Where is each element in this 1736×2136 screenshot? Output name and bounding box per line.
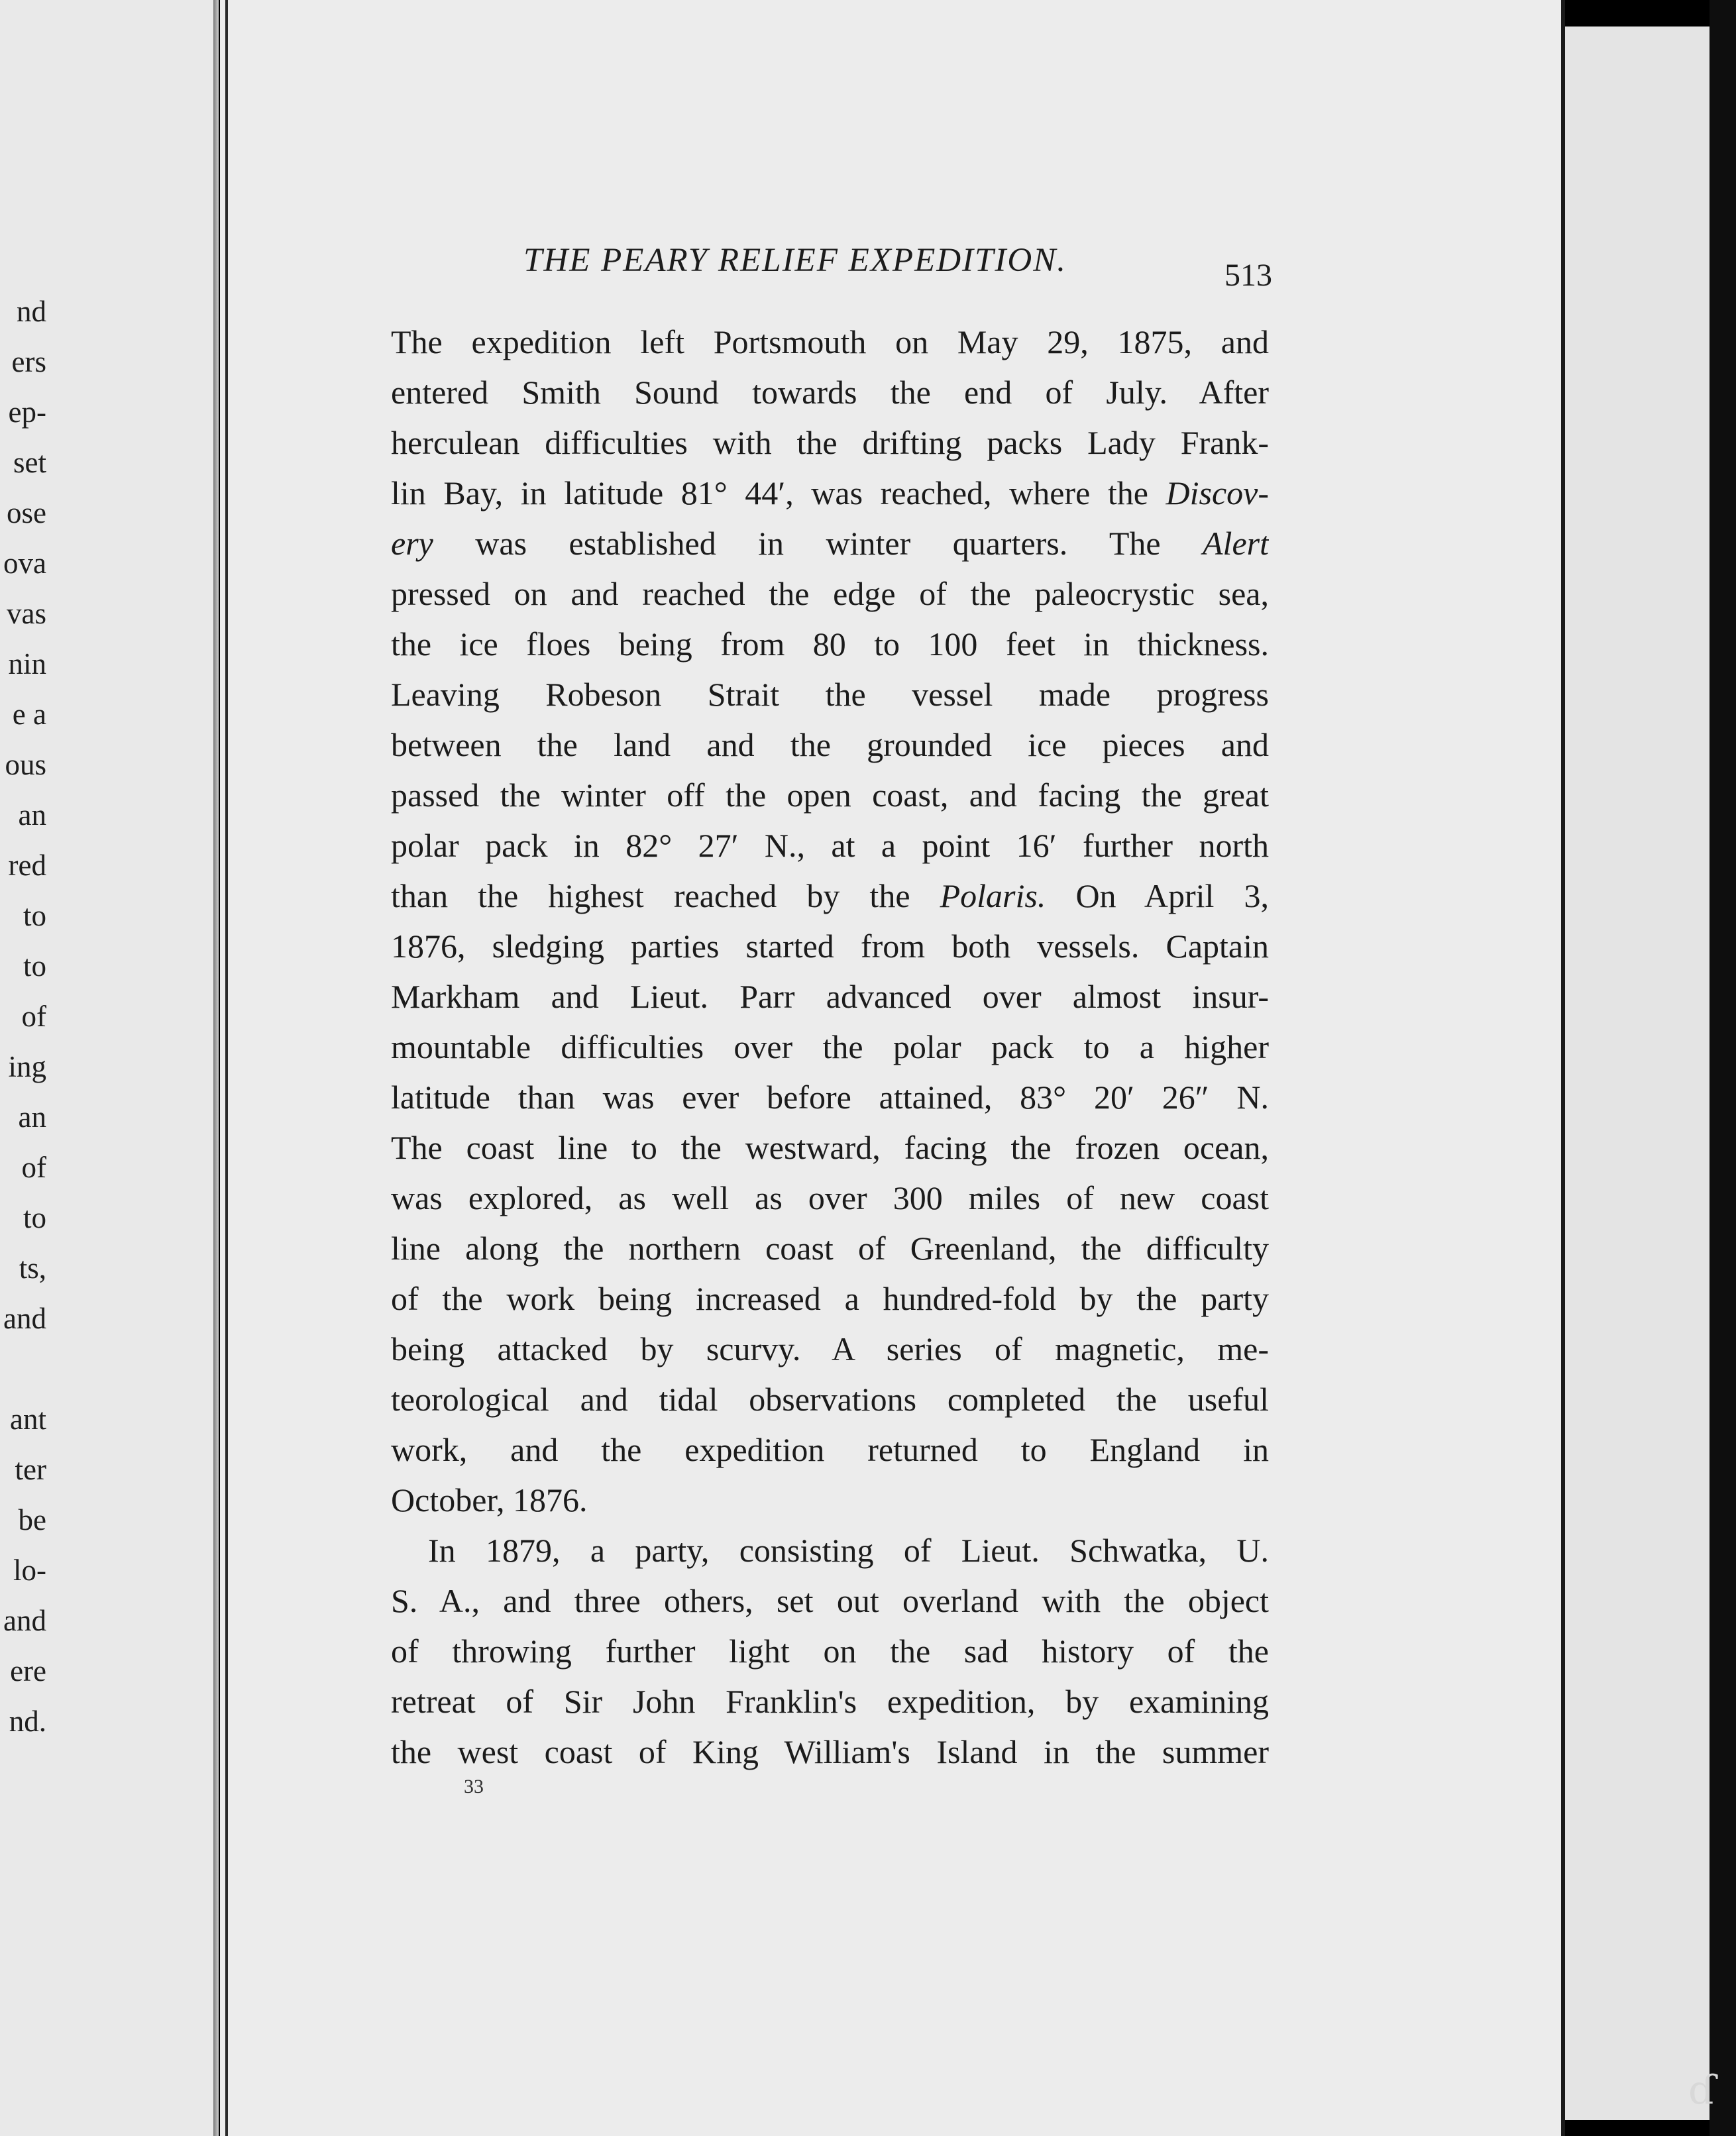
next-page-sliver: [1565, 27, 1709, 2120]
left-page-fragment: of: [21, 1000, 46, 1033]
left-page-fragment: set: [13, 446, 46, 479]
text-line: the ice floes being from 80 to 100 feet in thickness.: [391, 625, 1269, 663]
text-line: mountable difficulties over the polar pack to a higher: [391, 1028, 1269, 1065]
text-line: line along the northern coast of Greenland, the difficulty: [391, 1230, 1269, 1267]
text-line: Markham and Lieut. Parr advanced over almost insur-: [391, 978, 1269, 1015]
text-line: work, and the expedition returned to England in: [391, 1431, 1269, 1468]
text-line: passed the winter off the open coast, and facing the great: [391, 776, 1269, 814]
left-page-fragment: nd: [17, 295, 46, 328]
text-line: being attacked by scurvy. A series of magnetic, me-: [391, 1330, 1269, 1367]
text-line: The coast line to the westward, facing the frozen ocean,: [391, 1129, 1269, 1166]
left-page-fragment: of: [21, 1151, 46, 1184]
left-page-fragment: ter: [15, 1453, 46, 1486]
text-line: 1876, sledging parties started from both vessels. Captain: [391, 928, 1269, 965]
text-line: The expedition left Portsmouth on May 29, 1875, and: [391, 323, 1269, 360]
left-page-fragment: to: [23, 899, 46, 932]
left-page-fragment: e a: [12, 698, 46, 731]
left-facing-page: [0, 0, 213, 2136]
left-page-fragment: ous: [5, 748, 46, 781]
signature-mark: 33: [464, 1776, 484, 1797]
left-page-fragment: and: [3, 1302, 46, 1335]
left-page-fragment: nd.: [9, 1705, 46, 1738]
left-page-fragment: ep-: [8, 396, 46, 429]
left-page-fragment: to: [23, 949, 46, 983]
page-edge-line: [225, 0, 228, 2136]
text-line: herculean difficulties with the drifting packs Lady Frank-: [391, 424, 1269, 461]
text-line: lin Bay, in latitude 81° 44′, was reached, where the Discov-: [391, 474, 1269, 511]
left-page-fragment: lo-: [13, 1554, 46, 1587]
left-page-fragment: ant: [10, 1403, 46, 1436]
left-page-fragment: ose: [7, 496, 46, 529]
running-head: THE PEARY RELIEF EXPEDITION.: [523, 242, 1067, 279]
text-line: entered Smith Sound towards the end of July. After: [391, 374, 1269, 411]
text-line: Leaving Robeson Strait the vessel made progress: [391, 676, 1269, 713]
text-line: In 1879, a party, consisting of Lieut. Schwatka, U.: [428, 1532, 1269, 1569]
text-line: than the highest reached by the Polaris. On April 3,: [391, 877, 1269, 914]
text-line: was explored, as well as over 300 miles of new coast: [391, 1179, 1269, 1216]
left-page-fragment: an: [18, 1100, 46, 1134]
left-page-fragment: ere: [10, 1654, 46, 1687]
text-line: polar pack in 82° 27′ N., at a point 16′ further north: [391, 827, 1269, 864]
left-page-fragment: ova: [3, 547, 46, 580]
text-line: between the land and the grounded ice pieces and: [391, 726, 1269, 763]
left-page-fragment: be: [18, 1503, 46, 1536]
text-line: latitude than was ever before attained, 83° 20′ 26″ N.: [391, 1079, 1269, 1116]
corner-mark: ɗ: [1688, 2067, 1715, 2113]
text-line: retreat of Sir John Franklin's expedition, by examining: [391, 1683, 1269, 1720]
left-page-fragment: vas: [7, 597, 46, 630]
page-number: 513: [1224, 258, 1272, 293]
left-page-fragment: red: [8, 849, 46, 882]
book-gutter: [213, 0, 219, 2136]
text-line: pressed on and reached the edge of the paleocrystic sea,: [391, 575, 1269, 612]
text-line: the west coast of King William's Island in the summer: [391, 1733, 1269, 1770]
left-page-fragment: ing: [8, 1050, 46, 1083]
body-text: [391, 317, 1269, 1777]
text-line: October, 1876.: [391, 1481, 588, 1519]
text-line: of the work being increased a hundred-fold by the party: [391, 1280, 1269, 1317]
text-line: teorological and tidal observations completed the useful: [391, 1381, 1269, 1418]
left-page-fragment: nin: [8, 647, 46, 680]
left-page-fragment: ts,: [19, 1252, 46, 1285]
scan-shadow: [1709, 0, 1736, 2136]
left-page-fragment: to: [23, 1201, 46, 1234]
text-line: of throwing further light on the sad history of the: [391, 1632, 1269, 1670]
left-page-fragment: ers: [11, 345, 46, 378]
text-line: S. A., and three others, set out overland with the object: [391, 1582, 1269, 1619]
left-page-fragment: an: [18, 798, 46, 831]
text-line: ery was established in winter quarters. The Alert: [391, 525, 1269, 562]
left-page-fragment: and: [3, 1604, 46, 1637]
